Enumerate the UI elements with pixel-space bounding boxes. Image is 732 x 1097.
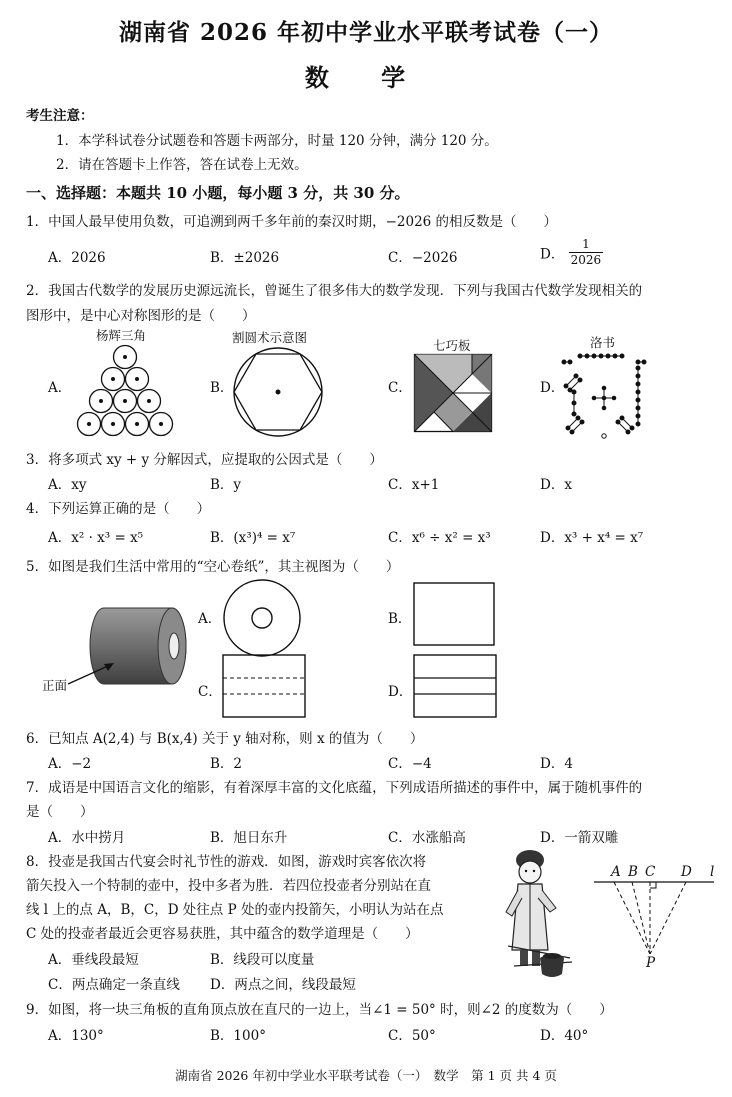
- q8-stem-line2: 箭矢投入一个特制的壶中，投中多者为胜．若四位投壶者分别站在直: [26, 878, 431, 894]
- tangram-figure: [414, 354, 492, 432]
- notice-item-2: 2．请在答题卡上作答，答在试卷上无效。: [56, 157, 308, 173]
- q5-figure-b: [413, 582, 495, 646]
- q1-option-d-label: D．: [540, 246, 565, 263]
- q8-stem-line1: 8．投壶是我国古代宴会时礼节性的游戏．如图，游戏时宾客依次将: [26, 854, 427, 870]
- q8-option-d: D．两点之间，线段最短: [210, 977, 356, 993]
- q2-caption-a: 杨辉三角: [96, 328, 147, 343]
- q5-figure-a: [222, 578, 302, 658]
- q5-option-c: C．: [198, 684, 222, 700]
- fraction-denominator: 2026: [570, 253, 602, 267]
- fraction-numerator: 1: [569, 237, 604, 253]
- q6-option-c: C．−4: [388, 756, 432, 772]
- q8-point-a: A: [611, 864, 621, 880]
- q2-caption-d: 洛书: [590, 335, 616, 350]
- q5-option-a: A．: [198, 611, 222, 627]
- q9-option-c: C．50°: [388, 1028, 436, 1044]
- q7-stem-line2: 是（ ）: [26, 804, 94, 820]
- q6-option-a: A．−2: [48, 756, 92, 772]
- subject-title: 数 学: [304, 63, 428, 92]
- q5-option-b: B．: [388, 611, 412, 627]
- section-heading: 一、选择题：本题共 10 小题，每小题 3 分，共 30 分。: [26, 184, 410, 202]
- q6-option-b: B．2: [210, 756, 243, 772]
- q2-stem-line2: 图形中，是中心对称图形的是（ ）: [26, 308, 256, 324]
- q6-stem: 6．已知点 A(2,4) 与 B(x,4) 关于 y 轴对称，则 x 的值为（ ）: [26, 731, 424, 747]
- q4-option-a: A．x² · x³ = x⁵: [48, 530, 144, 546]
- q9-option-a: A．130°: [48, 1028, 104, 1044]
- luoshu-figure: [560, 352, 652, 442]
- pitch-pot-illustration: [500, 846, 584, 980]
- q1-option-b: B．±2026: [210, 250, 280, 266]
- q1-stem: 1．中国人最早使用负数，可追溯到两千多年前的秦汉时期，−2026 的相反数是（ ）: [26, 214, 558, 230]
- q5-stem: 5．如图是我们生活中常用的“空心卷纸”，其主视图为（ ）: [26, 559, 400, 575]
- q3-option-d: D．x: [540, 477, 572, 493]
- notice-item-1: 1．本学科试卷分试题卷和答题卡两部分，时量 120 分钟，满分 120 分。: [56, 133, 498, 149]
- page-footer: 湖南省 2026 年初中学业水平联考试卷（一） 数学 第 1 页 共 4 页: [175, 1068, 557, 1083]
- exam-title: 湖南省 2026 年初中学业水平联考试卷（一）: [118, 19, 614, 46]
- q8-point-c: C: [645, 864, 656, 880]
- q8-point-p: P: [646, 955, 656, 971]
- q8-line-l: l: [710, 864, 715, 880]
- q2-option-b: B．: [210, 380, 234, 396]
- q7-option-a: A．水中捞月: [48, 830, 126, 846]
- q9-option-d: D．40°: [540, 1028, 589, 1044]
- q2-option-a: A．: [48, 380, 72, 396]
- q8-option-b: B．线段可以度量: [210, 952, 315, 968]
- q8-point-b: B: [628, 864, 638, 880]
- q9-stem: 9．如图，将一块三角板的直角顶点放在直尺的一边上，当∠1 = 50° 时，则∠2 的度数为（ ）: [26, 1002, 613, 1018]
- q1-option-d: [540, 237, 603, 268]
- q4-option-d: D．x³ + x⁴ = x⁷: [540, 530, 644, 546]
- yanghui-triangle-figure: [70, 344, 180, 442]
- q1-option-c: C．−2026: [388, 250, 458, 266]
- q2-stem-line1: 2．我国古代数学的发展历史源远流长，曾诞生了很多伟大的数学发现．下列与我国古代数学发现相关的: [26, 283, 643, 299]
- q4-option-c: C．x⁶ ÷ x² = x³: [388, 530, 491, 546]
- q5-option-d: D．: [388, 684, 413, 700]
- q3-option-a: A．xy: [48, 477, 87, 493]
- front-arrow: [64, 660, 124, 690]
- q1-option-d-fraction: [569, 237, 604, 268]
- q3-stem: 3．将多项式 xy + y 分解因式，应提取的公因式是（ ）: [26, 452, 383, 468]
- q7-stem-line1: 7．成语是中国语言文化的缩影，有着深厚丰富的文化底蕴，下列成语所描述的事件中，属于随机事件的: [26, 780, 643, 796]
- front-label: 正面: [42, 678, 68, 693]
- q2-caption-b: 割圆术示意图: [232, 330, 308, 345]
- q3-option-c: C．x+1: [388, 477, 440, 493]
- q6-option-d: D．4: [540, 756, 573, 772]
- q8-option-a: A．垂线段最短: [48, 952, 139, 968]
- q5-figure-c: [222, 654, 306, 718]
- q1-option-a: A．2026: [48, 250, 106, 266]
- q2-caption-c: 七巧板: [433, 338, 471, 353]
- q5-figure-d: [413, 654, 497, 718]
- q7-option-d: D．一箭双雕: [540, 830, 619, 846]
- q8-stem-line4: C 处的投壶者最近会更容易获胜，其中蕴含的数学道理是（ ）: [26, 926, 419, 942]
- circle-division-figure: [232, 346, 324, 438]
- q7-option-c: C．水涨船高: [388, 830, 466, 846]
- q4-option-b: B．(x³)⁴ = x⁷: [210, 530, 296, 546]
- notice-heading: 考生注意：: [26, 108, 94, 124]
- q4-stem: 4．下列运算正确的是（ ）: [26, 501, 211, 517]
- q8-stem-line3: 线 l 上的点 A，B，C，D 处往点 P 处的壶内投箭矢，小明认为站在点: [26, 902, 444, 918]
- q2-option-d: D．: [540, 380, 565, 396]
- q9-option-b: B．100°: [210, 1028, 266, 1044]
- q8-option-c: C．两点确定一条直线: [48, 977, 180, 993]
- q8-point-d: D: [681, 864, 692, 880]
- q2-option-c: C．: [388, 380, 412, 396]
- q3-option-b: B．y: [210, 477, 242, 493]
- q7-option-b: B．旭日东升: [210, 830, 288, 846]
